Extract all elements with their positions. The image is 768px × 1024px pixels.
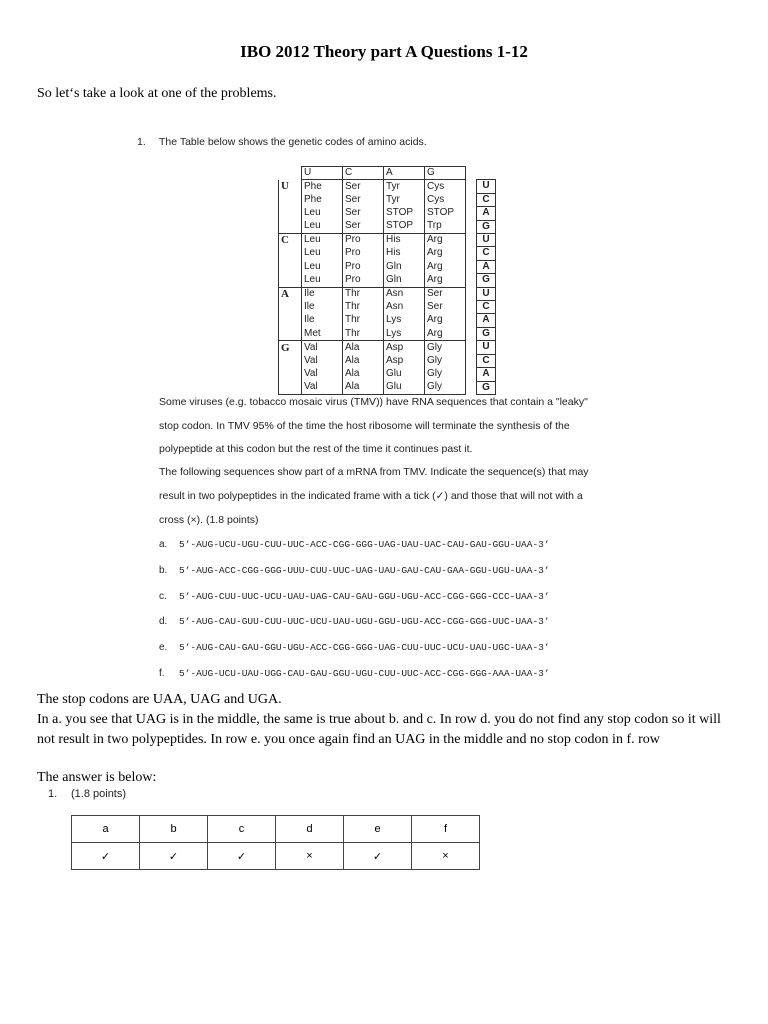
codon-third-base: G (477, 381, 496, 394)
codon-table (278, 166, 496, 395)
codon-first-base-empty (279, 327, 302, 340)
codon-third-base: C (477, 193, 496, 206)
codon-amino-acid: Met (302, 327, 343, 340)
sequence-label: b. (159, 565, 168, 576)
codon-amino-acid: Thr (343, 327, 384, 340)
codon-amino-acid: His (384, 234, 425, 247)
codon-third-base: G (477, 327, 496, 340)
codon-first-base-empty (279, 247, 302, 260)
codon-amino-acid: Arg (425, 327, 466, 340)
codon-first-base-empty (279, 314, 302, 327)
codon-amino-acid: Arg (425, 260, 466, 273)
codon-amino-acid: Ile (302, 301, 343, 314)
codon-first-base-empty (279, 354, 302, 367)
codon-amino-acid: Ser (343, 180, 384, 193)
codon-first-base: G (279, 341, 302, 354)
sequence-row (159, 565, 550, 576)
codon-amino-acid: Asn (384, 301, 425, 314)
codon-amino-acid: Pro (343, 260, 384, 273)
codon-amino-acid: Arg (425, 314, 466, 327)
sequence-row (159, 616, 550, 627)
codon-third-base: A (477, 260, 496, 273)
codon-amino-acid: Thr (343, 314, 384, 327)
codon-first-base: U (279, 180, 302, 193)
answer-mark-row (72, 843, 480, 870)
answer-points: (1.8 points) (71, 788, 127, 800)
codon-first-base-empty (279, 260, 302, 273)
codon-third-base: G (477, 274, 496, 287)
explanation-line: The stop codons are UAA, UAG and UGA. (37, 692, 282, 707)
codon-third-base: C (477, 301, 496, 314)
sequence-text: 5’-AUG-ACC-CGG-GGG-UUU-CUU-UUC-UAG-UAU-GAU-CAU-GAA-GGU-UGU-UAA-3’ (179, 565, 550, 576)
codon-amino-acid: Asp (384, 354, 425, 367)
answer-number: 1. (48, 788, 58, 800)
codon-row (279, 260, 496, 273)
answer-mark-cell: ✓ (208, 843, 276, 870)
codon-col-header: C (343, 167, 384, 180)
codon-first-base-empty (279, 274, 302, 287)
answer-mark-cell: × (276, 843, 344, 870)
codon-amino-acid: Val (302, 341, 343, 354)
question-heading-text: The Table below shows the genetic codes of amino acids. (159, 136, 427, 148)
codon-row (279, 180, 496, 193)
sequence-text: 5’-AUG-CUU-UUC-UCU-UAU-UAG-CAU-GAU-GGU-UGU-ACC-CGG-GGG-CCC-UAA-3’ (179, 591, 550, 602)
codon-amino-acid: Arg (425, 247, 466, 260)
codon-row (279, 301, 496, 314)
codon-amino-acid: Lys (384, 327, 425, 340)
codon-amino-acid: Asn (384, 287, 425, 300)
sequence-text: 5’-AUG-UCU-UGU-CUU-UUC-ACC-CGG-GGG-UAG-UAU-UAC-CAU-GAU-GGU-UAA-3’ (179, 539, 550, 550)
codon-amino-acid: Phe (302, 193, 343, 206)
codon-first-base: A (279, 287, 302, 300)
codon-amino-acid: Gly (425, 381, 466, 394)
sequence-row (159, 642, 550, 653)
codon-amino-acid: Tyr (384, 193, 425, 206)
codon-amino-acid: Lys (384, 314, 425, 327)
codon-row (279, 207, 496, 220)
codon-amino-acid: Ser (343, 207, 384, 220)
codon-amino-acid: Gly (425, 354, 466, 367)
explanation-line: The answer is below: (37, 770, 157, 785)
codon-amino-acid: Ser (343, 220, 384, 233)
codon-row (279, 193, 496, 206)
codon-third-base: C (477, 247, 496, 260)
codon-amino-acid: Arg (425, 234, 466, 247)
sequence-row (159, 591, 550, 602)
codon-third-base: G (477, 220, 496, 233)
codon-third-base: U (477, 287, 496, 300)
answer-header-cell: a (72, 816, 140, 843)
codon-amino-acid: Val (302, 381, 343, 394)
codon-third-base: A (477, 314, 496, 327)
codon-amino-acid: Ser (425, 301, 466, 314)
codon-first-base-empty (279, 368, 302, 381)
page-title: IBO 2012 Theory part A Questions 1-12 (240, 42, 528, 61)
codon-row (279, 220, 496, 233)
codon-amino-acid: Ala (343, 368, 384, 381)
codon-amino-acid: Pro (343, 274, 384, 287)
paragraph-line: The following sequences show part of a mRNA from TMV. Indicate the sequence(s) that may (159, 466, 589, 478)
codon-amino-acid: Thr (343, 301, 384, 314)
codon-amino-acid: His (384, 247, 425, 260)
codon-row (279, 354, 496, 367)
codon-third-base: U (477, 180, 496, 193)
codon-first-base-empty (279, 381, 302, 394)
sequence-text: 5’-AUG-UCU-UAU-UGG-CAU-GAU-GGU-UGU-CUU-UUC-ACC-CGG-GGG-AAA-UAA-3’ (179, 668, 550, 679)
codon-col-header: G (425, 167, 466, 180)
codon-amino-acid: Leu (302, 207, 343, 220)
codon-amino-acid: STOP (384, 207, 425, 220)
codon-row (279, 314, 496, 327)
answer-mark-cell: ✓ (140, 843, 208, 870)
codon-amino-acid: Cys (425, 193, 466, 206)
codon-amino-acid: Phe (302, 180, 343, 193)
question-number: 1. (137, 136, 146, 148)
codon-first-base-empty (279, 207, 302, 220)
codon-amino-acid: Cys (425, 180, 466, 193)
answer-header-cell: f (412, 816, 480, 843)
sequence-label: a. (159, 539, 168, 550)
codon-amino-acid: Thr (343, 287, 384, 300)
codon-amino-acid: STOP (384, 220, 425, 233)
answer-header-cell: b (140, 816, 208, 843)
codon-amino-acid: Ile (302, 287, 343, 300)
sequence-row (159, 668, 550, 679)
codon-amino-acid: Pro (343, 234, 384, 247)
answer-header-cell: d (276, 816, 344, 843)
codon-first-base-empty (279, 301, 302, 314)
codon-amino-acid: Leu (302, 247, 343, 260)
sequence-text: 5’-AUG-CAU-GAU-GGU-UGU-ACC-CGG-GGG-UAG-CUU-UUC-UCU-UAU-UGC-UAA-3’ (179, 642, 550, 653)
codon-row (279, 341, 496, 354)
codon-amino-acid: Ser (425, 287, 466, 300)
codon-third-base: U (477, 341, 496, 354)
codon-row (279, 327, 496, 340)
codon-amino-acid: Ala (343, 354, 384, 367)
codon-row (279, 368, 496, 381)
codon-amino-acid: Ala (343, 381, 384, 394)
codon-amino-acid: Ile (302, 314, 343, 327)
codon-third-base: A (477, 207, 496, 220)
explanation-paragraph: In a. you see that UAG is in the middle, the same is true about b. and c. In row d. you do not find any stop codon so it will not result in two polypeptides. In row e. you once again find an UAG in the middle and no stop codon in f. row (37, 712, 721, 747)
codon-row (279, 234, 496, 247)
paragraph-line: stop codon. In TMV 95% of the time the host ribosome will terminate the synthesis of the (159, 420, 570, 432)
codon-col-header: U (302, 167, 343, 180)
sequence-label: d. (159, 616, 168, 627)
codon-amino-acid: Gly (425, 368, 466, 381)
codon-third-base: C (477, 354, 496, 367)
codon-amino-acid: Trp (425, 220, 466, 233)
codon-amino-acid: Glu (384, 368, 425, 381)
codon-row (279, 247, 496, 260)
codon-amino-acid: Val (302, 354, 343, 367)
answer-table (71, 815, 480, 870)
answer-header-cell: e (344, 816, 412, 843)
answer-mark-cell: ✓ (72, 843, 140, 870)
paragraph-line: cross (×). (1.8 points) (159, 514, 259, 526)
codon-first-base-empty (279, 220, 302, 233)
answer-heading (48, 788, 126, 800)
codon-amino-acid: Pro (343, 247, 384, 260)
paragraph-line: result in two polypeptides in the indicated frame with a tick (✓) and those that will not with a (159, 490, 583, 502)
paragraph-line: polypeptide at this codon but the rest of the time it continues past it. (159, 443, 473, 455)
sequence-label: f. (159, 668, 165, 679)
codon-third-base: U (477, 234, 496, 247)
answer-header-row (72, 816, 480, 843)
question-heading (137, 136, 427, 148)
codon-amino-acid: Leu (302, 234, 343, 247)
paragraph-line: Some viruses (e.g. tobacco mosaic virus (TMV)) have RNA sequences that contain a "leaky" (159, 396, 588, 408)
codon-row (279, 274, 496, 287)
codon-amino-acid: Gln (384, 274, 425, 287)
codon-third-base: A (477, 368, 496, 381)
codon-amino-acid: Gln (384, 260, 425, 273)
codon-amino-acid: Asp (384, 341, 425, 354)
codon-amino-acid: STOP (425, 207, 466, 220)
codon-amino-acid: Tyr (384, 180, 425, 193)
answer-mark-cell: ✓ (344, 843, 412, 870)
codon-row (279, 381, 496, 394)
codon-row (279, 287, 496, 300)
sequence-label: c. (159, 591, 167, 602)
codon-first-base: C (279, 234, 302, 247)
sequence-label: e. (159, 642, 168, 653)
codon-amino-acid: Leu (302, 274, 343, 287)
codon-amino-acid: Leu (302, 220, 343, 233)
codon-amino-acid: Ser (343, 193, 384, 206)
codon-amino-acid: Glu (384, 381, 425, 394)
codon-amino-acid: Leu (302, 260, 343, 273)
sequence-text: 5’-AUG-CAU-GUU-CUU-UUC-UCU-UAU-UGU-GGU-UGU-ACC-CGG-GGG-UUC-UAA-3’ (179, 616, 550, 627)
sequence-row (159, 539, 550, 550)
codon-amino-acid: Val (302, 368, 343, 381)
answer-header-cell: c (208, 816, 276, 843)
codon-amino-acid: Gly (425, 341, 466, 354)
codon-col-header: A (384, 167, 425, 180)
codon-first-base-empty (279, 193, 302, 206)
answer-mark-cell: × (412, 843, 480, 870)
codon-amino-acid: Ala (343, 341, 384, 354)
codon-amino-acid: Arg (425, 274, 466, 287)
intro-text: So let‘s take a look at one of the problems. (37, 86, 277, 101)
